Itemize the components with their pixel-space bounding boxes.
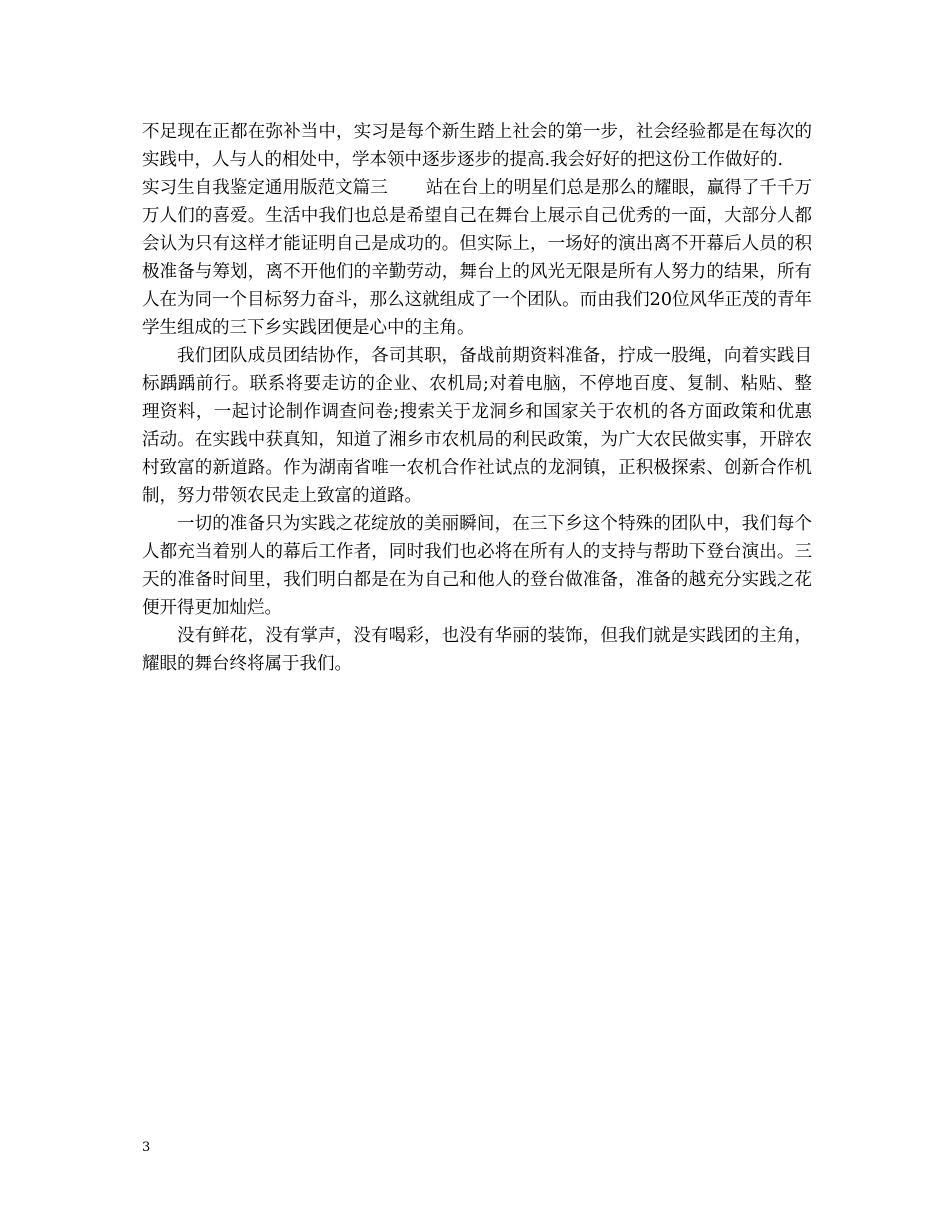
paragraph-conclusion: 没有鲜花，没有掌声，没有喝彩，也没有华丽的装饰，但我们就是实践团的主角，耀眼的舞台终将属于我们。 xyxy=(142,626,812,674)
section-heading: 实习生自我鉴定通用版范文篇三 xyxy=(142,178,388,198)
section-intro-text: 站在台上的明星们总是那么的耀眼，赢得了千千万万人们的喜爱。生活中我们也总是希望自己在舞台上展示自己优秀的一面，大部分人都会认为只有这样才能证明自己是成功的。但实际上，一场好的演出离不开幕后人员的积极准备与筹划，离不开他们的辛勤劳动，舞台上的风光无限是所有人努力的结果，所有人在为同一个目标努力奋斗，那么这就组成了一个团队。而由我们20位风华正茂的青年学生组成的三下乡实践团便是心中的主角。 xyxy=(142,178,813,338)
page-number: 3 xyxy=(142,1140,151,1155)
paragraph-team-work: 我们团队成员团结协作，各司其职，备战前期资料准备，拧成一股绳，向着实践目标踽踽前行。联系将要走访的企业、农机局;对着电脑，不停地百度、复制、粘贴、整理资料，一起讨论制作调查问卷;搜索关于龙洞乡和国家关于农机的各方面政策和优惠活动。在实践中获真知，知道了湘乡市农机局的利民政策，为广大农民做实事，开辟农村致富的新道路。作为湖南省唯一农机合作社试点的龙洞镇，正积极探索、创新合作机制，努力带领农民走上致富的道路。 xyxy=(142,346,812,506)
paragraph-preparation: 一切的准备只为实践之花绽放的美丽瞬间，在三下乡这个特殊的团队中，我们每个人都充当着别人的幕后工作者，同时我们也必将在所有人的支持与帮助下登台演出。三天的准备时间里，我们明白都是在为自己和他人的登台做准备，准备的越充分实践之花便开得更加灿烂。 xyxy=(142,514,812,618)
section-paragraph xyxy=(142,174,812,342)
paragraph-continuation: 不足现在正都在弥补当中，实习是每个新生踏上社会的第一步，社会经验都是在每次的实践中，人与人的相处中，学本领中逐步逐步的提高.我会好好的把这份工作做好的. xyxy=(142,122,812,170)
document-body xyxy=(142,118,812,678)
